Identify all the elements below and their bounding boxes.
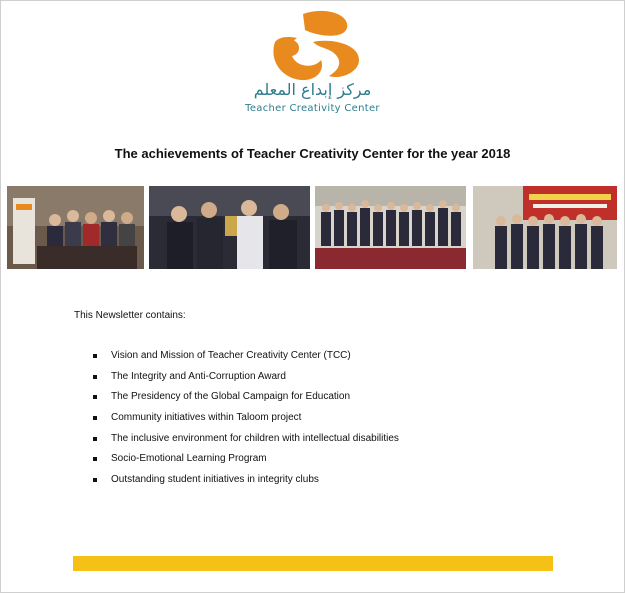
footer-accent-bar [73, 556, 553, 571]
bullet-icon [93, 478, 97, 482]
award-presentation-photo [149, 186, 310, 269]
list-item-text: Vision and Mission of Teacher Creativity Center (TCC) [111, 350, 351, 361]
list-item [93, 412, 399, 433]
logo-arabic-text: مركز إبداع المعلم [253, 80, 372, 99]
bullet-icon [93, 375, 97, 379]
tcc-logo [255, 8, 375, 90]
bullet-icon [93, 354, 97, 358]
list-item [93, 453, 399, 474]
list-item [93, 371, 399, 392]
list-item [93, 474, 399, 495]
list-item-text: Community initiatives within Taloom project [111, 412, 302, 424]
group-photo-banner [7, 186, 144, 269]
large-group-stage-photo [315, 186, 466, 269]
list-item [93, 391, 399, 412]
bullet-icon [93, 416, 97, 420]
list-item [93, 433, 399, 454]
award-group-banner-photo [473, 186, 617, 269]
contents-list [93, 350, 399, 495]
document-title: The achievements of Teacher Creativity Center for the year 2018 [114, 146, 511, 161]
list-item-text: The Presidency of the Global Campaign for Education [111, 391, 351, 403]
list-item-text: The inclusive environment for children with intellectual disabilities [111, 432, 399, 444]
newsletter-intro: This Newsletter contains: [74, 310, 186, 321]
list-item-text: Outstanding student initiatives in integrity clubs [111, 474, 319, 486]
list-item-text: The Integrity and Anti-Corruption Award [111, 370, 286, 382]
bullet-icon [93, 395, 97, 399]
list-item-text: Socio-Emotional Learning Program [111, 453, 267, 465]
list-item [93, 350, 399, 371]
bullet-icon [93, 437, 97, 441]
logo-english-text: Teacher Creativity Center [245, 103, 380, 114]
bullet-icon [93, 457, 97, 461]
